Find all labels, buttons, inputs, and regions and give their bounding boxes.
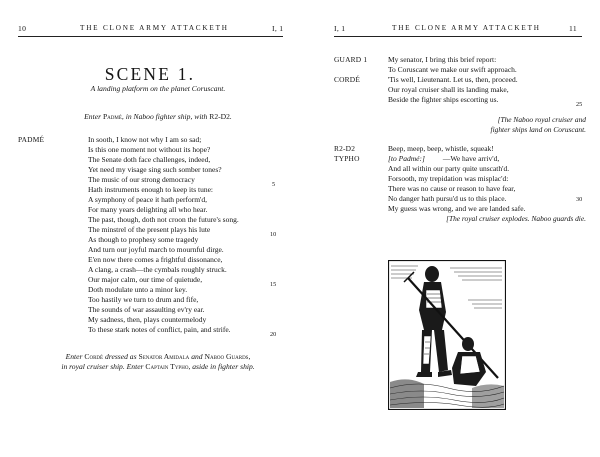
- right-page: [300, 0, 600, 457]
- padme-line-5: The music of our strong democracy: [88, 175, 195, 184]
- padme-line-18: The sounds of war assaulting ev'ry ear.: [88, 305, 205, 314]
- speaker-typho: TYPHO: [334, 154, 360, 163]
- speaker-padme: PADMÉ: [18, 135, 45, 144]
- padme-line-3: The Senate doth face challenges, indeed,: [88, 155, 211, 164]
- typho-line-2: Forsooth, my trepidation was misplac'd:: [388, 174, 509, 183]
- line-number-10: 10: [270, 231, 277, 238]
- line-number-5: 5: [272, 181, 276, 188]
- right-act-scene: I, 1: [334, 24, 346, 33]
- r2-d2-line: Beep, meep, beep, whistle, squeak!: [388, 144, 494, 153]
- right-running-title: THE CLONE ARMY ATTACKETH: [392, 24, 541, 32]
- right-page-number: 11: [569, 24, 577, 33]
- scene-title: SCENE 1.: [104, 64, 196, 84]
- padme-line-7: A symphony of peace it hath perform'd,: [88, 195, 208, 204]
- closing-direction-line-1: Enter Cordé dressed as Senator Amidala and Naboo Guards,: [65, 352, 251, 361]
- scene-setting: A landing platform on the planet Coruscant.: [90, 84, 226, 93]
- corde-line-1: 'Tis well, Lieutenant. Let us, then, proceed.: [388, 75, 518, 84]
- padme-line-12: And turn our joyful march to mournful dirge.: [88, 245, 224, 254]
- padme-line-6: Hath instruments enough to keep its tune:: [88, 185, 213, 194]
- padme-line-16: Doth modulate unto a minor key.: [88, 285, 188, 294]
- guard-line-2: To Coruscant we make our swift approach.: [388, 65, 517, 74]
- speaker-corde: CORDÉ: [334, 75, 361, 84]
- explosion-direction: [The royal cruiser explodes. Naboo guards die.: [446, 214, 586, 223]
- line-number-15: 15: [270, 281, 277, 288]
- left-running-title: THE CLONE ARMY ATTACKETH: [80, 24, 229, 32]
- line-number-25: 25: [576, 101, 583, 108]
- entrance-direction: Enter Padmé, in Naboo fighter ship, with R2-D2.: [84, 112, 232, 121]
- typho-line-1: And all within our party quite unscath'd.: [388, 164, 510, 173]
- padme-line-8: For many years delighting all who hear.: [88, 205, 208, 214]
- padme-line-4: Yet need my visage sing such somber tones?: [88, 165, 222, 174]
- typho-line-4: No danger hath pursu'd us to this place.: [388, 194, 507, 203]
- left-page-number: 10: [18, 24, 27, 33]
- corde-speech: [388, 75, 518, 105]
- padme-line-17: Too hastily we turn to drum and fife,: [88, 295, 199, 304]
- line-number-30: 30: [576, 196, 583, 203]
- woodcut-illustration: [388, 260, 506, 410]
- typho-line-3: There was no cause or reason to have fear,: [388, 184, 516, 193]
- padme-line-1: In sooth, I know not why I am so sad;: [88, 135, 202, 144]
- typho-line-5: My guess was wrong, and we are landed safe.: [388, 204, 526, 213]
- padme-line-19: My sadness, then, plays countermelody: [88, 315, 207, 324]
- padme-line-10: The minstrel of the present plays his lute: [88, 225, 211, 234]
- left-act-scene: I, 1: [272, 24, 284, 33]
- speaker-guard-1: GUARD 1: [334, 55, 368, 64]
- closing-direction-line-2: in royal cruiser ship. Enter Captain Typho, aside in fighter ship.: [61, 362, 255, 371]
- typho-aside: [to Padmé:]: [388, 154, 425, 163]
- guard-line-1: My senator, I bring this brief report:: [388, 55, 497, 64]
- line-number-20: 20: [270, 331, 277, 338]
- typho-first-line: [to Padmé:] —We have arriv'd,: [388, 154, 500, 163]
- padme-speech: [88, 135, 239, 335]
- speaker-r2-d2: R2-D2: [334, 144, 356, 153]
- padme-line-20: To these stark notes of conflict, pain, and strife.: [88, 325, 231, 334]
- left-header-rule: [18, 36, 283, 37]
- guard-speech: [388, 55, 517, 75]
- right-header-rule: [334, 36, 582, 37]
- padme-line-14: A clang, a crash—the cymbals roughly struck.: [88, 265, 227, 274]
- typho-speech: [388, 164, 525, 214]
- padme-line-15: Our major calm, our time of quietude,: [88, 275, 203, 284]
- corde-line-2: Our royal cruiser shall its landing make,: [388, 85, 509, 94]
- padme-line-2: Is this one moment not without its hope?: [88, 145, 211, 154]
- corde-line-3: Beside the fighter ships escorting us.: [388, 95, 499, 104]
- padme-line-11: As though to prophesy some tragedy: [88, 235, 199, 244]
- landing-direction: [The Naboo royal cruiser and fighter ships land on Coruscant.: [490, 115, 586, 134]
- padme-line-13: E'en now there comes a frightful dissonance,: [88, 255, 223, 264]
- padme-line-9: The past, though, doth not croon the future's song.: [88, 215, 239, 224]
